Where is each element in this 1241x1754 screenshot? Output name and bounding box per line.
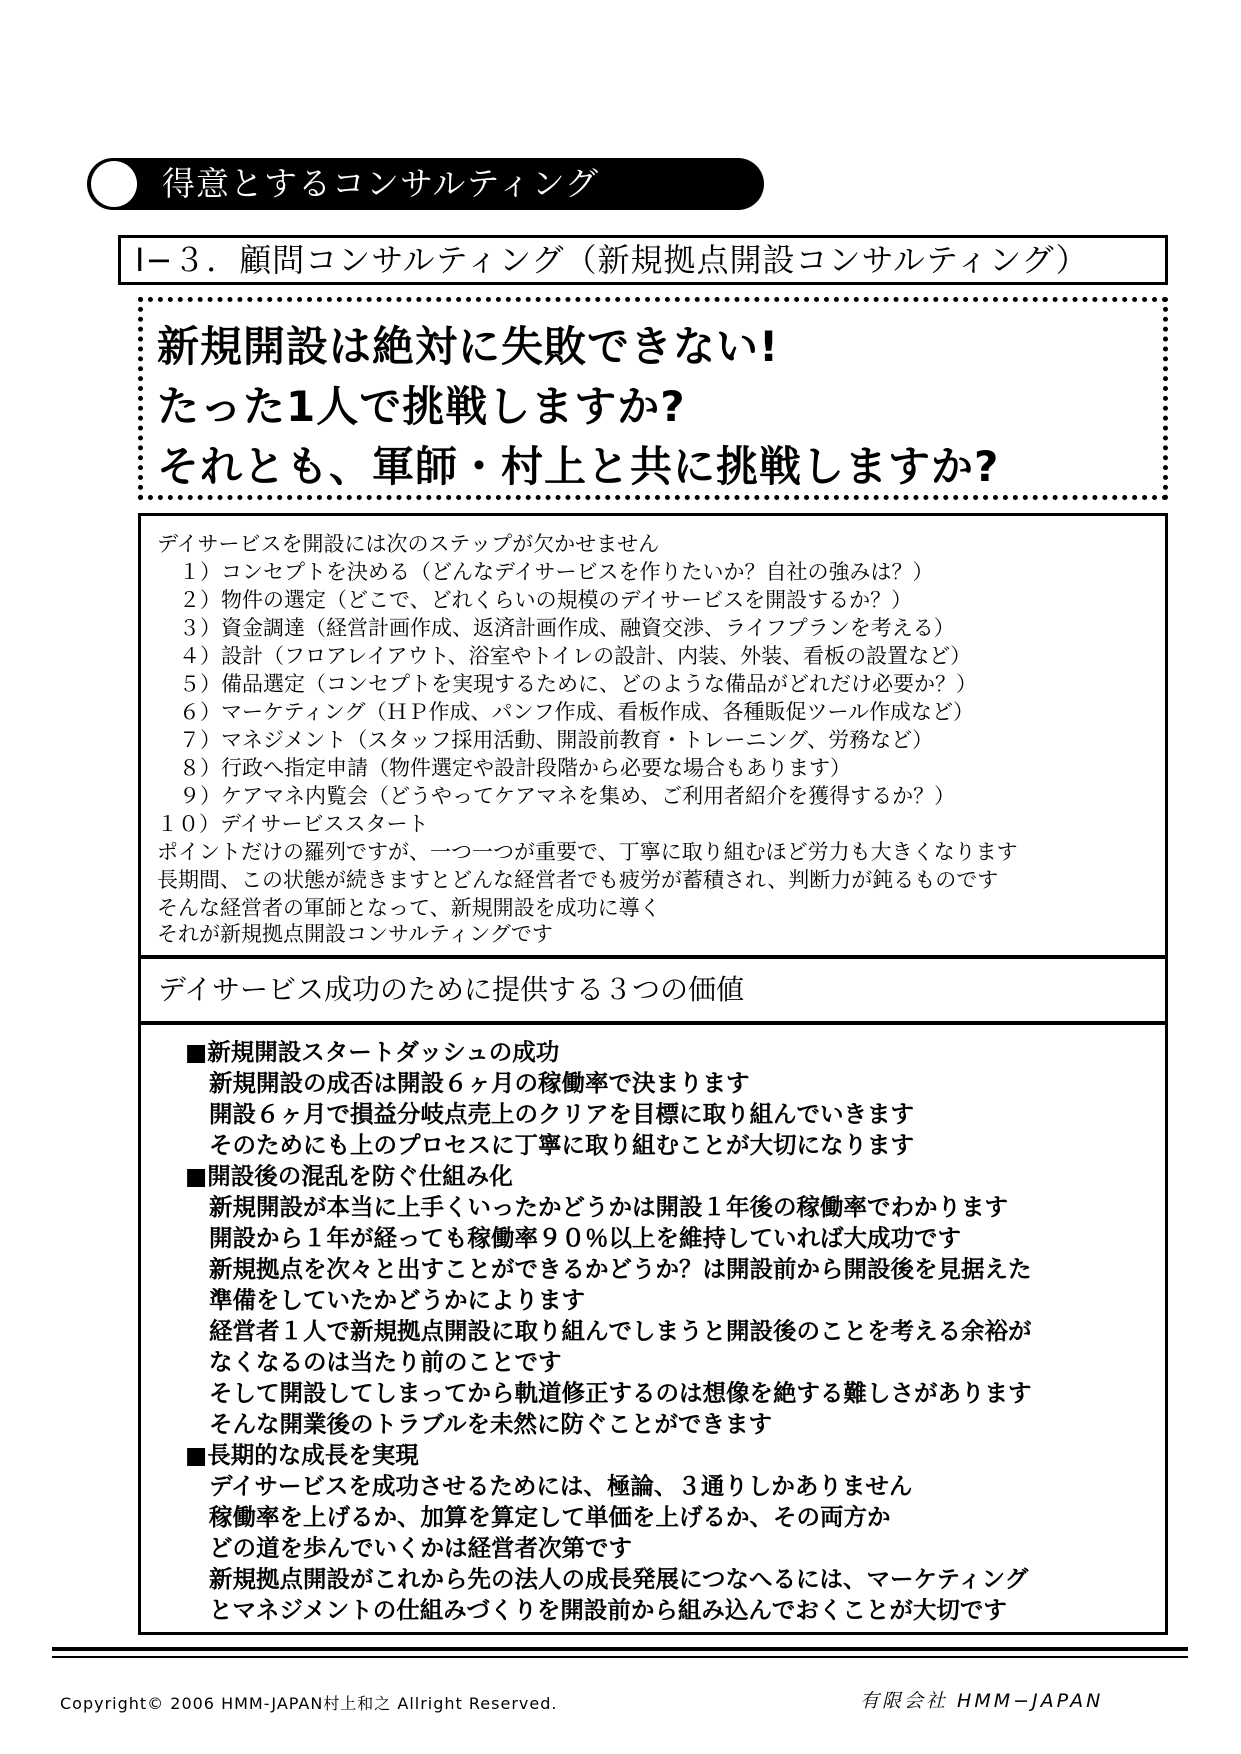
values-title: デイサービス成功のために提供する３つの価値 [158, 973, 745, 1006]
value-line: 開設６ヶ月で損益分岐点売上のクリアを目標に取り組んでいきます [209, 1100, 914, 1128]
value-line: そんな開業後のトラブルを未然に防ぐことができます [209, 1410, 773, 1438]
value-heading: ■長期的な成長を実現 [185, 1441, 419, 1469]
value-line: なくなるのは当たり前のことです [209, 1348, 562, 1376]
steps-closing-line: 長期間、この状態が続きますとどんな経営者でも疲労が蓄積され、判断力が鈍るものです [157, 868, 999, 892]
value-line: 稼働率を上げるか、加算を算定して単価を上げるか、その両方か [209, 1503, 891, 1531]
steps-closing-line: そんな経営者の軍師となって、新規開設を成功に導く [157, 896, 661, 920]
value-line: 新規拠点を次々と出すことができるかどうか？は開設前から開設後を見据えた [209, 1255, 1032, 1283]
step-item: ６）マーケティング（ＨＰ作成、パンフ作成、看板作成、各種販促ツール作成など） [179, 700, 975, 724]
value-line: そして開設してしまってから軌道修正するのは想像を絶する難しさがあります [209, 1379, 1032, 1407]
step-item: ２）物件の選定（どこで、どれくらいの規模のデイサービスを開設するか？） [179, 588, 913, 612]
footer-rule [52, 1647, 1188, 1651]
headline-line-1: 新規開設は絶対に失敗できない! [157, 322, 780, 371]
value-line: 開設から１年が経っても稼働率９０％以上を維持していれば大成功です [209, 1224, 961, 1252]
step-item: ８）行政へ指定申請（物件選定や設計段階から必要な場合もあります） [179, 756, 851, 780]
step-item: ５）備品選定（コンセプトを実現するために、どのような備品がどれだけ必要か？） [179, 672, 977, 696]
value-heading: ■開設後の混乱を防ぐ仕組み化 [185, 1162, 513, 1190]
subtitle-box [118, 235, 1168, 285]
value-line: そのためにも上のプロセスに丁寧に取り組むことが大切になります [209, 1131, 914, 1159]
value-line: どの道を歩んでいくかは経営者次第です [209, 1534, 632, 1562]
steps-closing-line: それが新規拠点開設コンサルティングです [157, 922, 553, 946]
value-heading: ■新規開設スタートダッシュの成功 [185, 1038, 560, 1066]
value-line: 新規開設が本当に上手くいったかどうかは開設１年後の稼働率でわかります [209, 1193, 1008, 1221]
values-header-box [138, 956, 1168, 1024]
value-line: とマネジメントの仕組みづくりを開設前から組み込んでおくことが大切です [209, 1596, 1007, 1624]
steps-intro: デイサービスを開設には次のステップが欠かせません [157, 532, 660, 556]
value-line: 新規拠点開設がこれから先の法人の成長発展につなへるには、マーケティング [209, 1565, 1029, 1593]
step-item: ７）マネジメント（スタッフ採用活動、開設前教育・トレーニング、労務など） [179, 728, 934, 752]
headline-line-3: それとも、軍師・村上と共に挑戦しますか? [157, 442, 1000, 491]
section-header-bullet [91, 161, 137, 207]
copyright-text: Copyright© 2006 HMM-JAPAN村上和之 Allright Reserved. [60, 1694, 558, 1713]
section-header-title: 得意とするコンサルティング [162, 164, 600, 203]
steps-box [138, 513, 1168, 958]
value-line: デイサービスを成功させるためには、極論、３通りしかありません [209, 1472, 913, 1500]
step-item: １０）デイサービススタート [157, 812, 429, 836]
step-item: ４）設計（フロアレイアウト、浴室やトイレの設計、内装、外装、看板の設置など） [179, 644, 972, 668]
step-item: ３）資金調達（経営計画作成、返済計画作成、融資交渉、ライフプランを考える） [179, 616, 955, 640]
headline-line-2: たった1人で挑戦しますか? [157, 382, 686, 431]
step-item: ９）ケアマネ内覧会（どうやってケアマネを集め、ご利用者紹介を獲得するか？） [179, 784, 956, 808]
value-line: 新規開設の成否は開設６ヶ月の稼働率で決まります [209, 1069, 750, 1097]
footer-rule-thin [52, 1656, 1188, 1658]
steps-closing-line: ポイントだけの羅列ですが、一つ一つが重要で、丁寧に取り組むほど労力も大きくなります [157, 840, 1018, 864]
values-body-box [138, 1022, 1168, 1635]
subtitle-text: Ⅰ−３．顧問コンサルティング（新規拠点開設コンサルティング） [135, 241, 1089, 279]
step-item: １）コンセプトを決める（どんなデイサービスを作りたいか？自社の強みは？） [179, 560, 934, 584]
company-name: 有限会社 HMM−JAPAN [860, 1690, 1104, 1712]
value-line: 準備をしていたかどうかによります [209, 1286, 585, 1314]
headline-box [138, 297, 1168, 500]
value-line: 経営者１人で新規拠点開設に取り組んでしまうと開設後のことを考える余裕が [209, 1317, 1032, 1345]
